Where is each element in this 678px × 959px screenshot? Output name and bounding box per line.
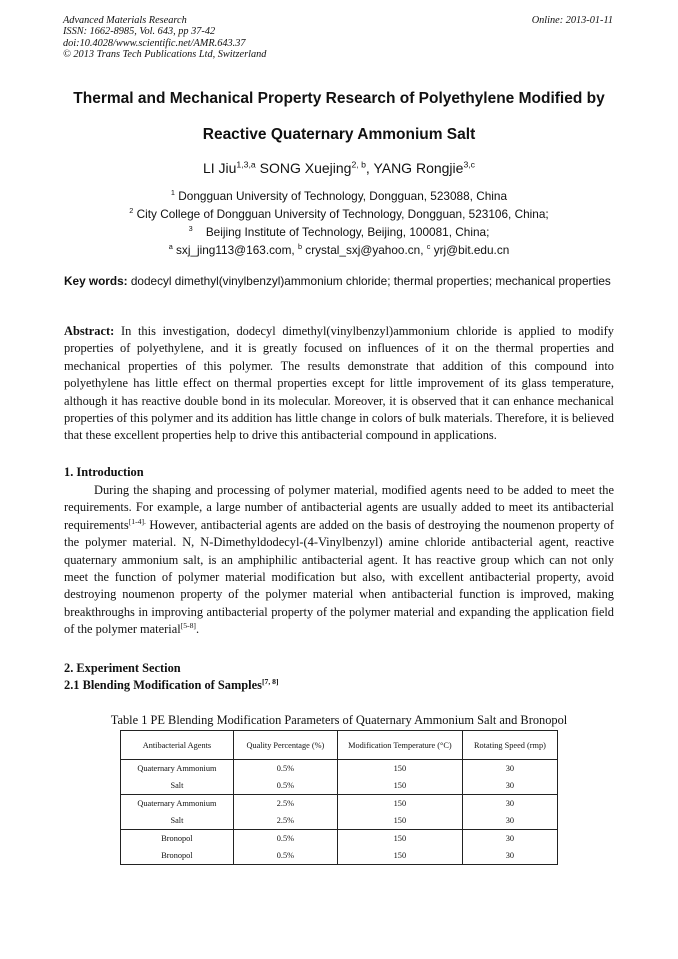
citation: [7, 8] [261,676,279,686]
table-row [121,830,558,848]
affiliation-text: Beijing Institute of Technology, Beijing, 100081, China; [192,225,490,239]
affiliation-mark: 3 [188,224,193,234]
email-address: crystal_sxj@yahoo.cn, [302,243,427,257]
table-cell: 0.5% [233,847,337,865]
table-caption: Table 1 PE Blending Modification Parameters of Quaternary Ammonium Salt and Bronopol [110,713,568,727]
affiliation-2 [40,207,638,221]
table-cell: 2.5% [233,812,337,830]
affiliation-mark: 1 [170,188,175,198]
table-cell: 150 [337,847,462,865]
affiliation-1 [40,189,638,203]
table-cell: 30 [462,847,557,865]
table-header-cell: Quality Percentage (%) [233,731,337,760]
table-cell: Quaternary Ammonium [121,795,234,813]
subsection-heading-blending [64,677,614,694]
abstract [64,323,614,445]
table-row [121,760,558,778]
issn-line: ISSN: 1662-8985, Vol. 643, pp 37-42 [63,26,216,38]
citation: [1-4]. [128,516,146,526]
journal-name: Advanced Materials Research [63,15,187,26]
table-row [121,795,558,813]
author-list [40,160,638,176]
author-affiliation-mark: 2, b [351,159,366,170]
table-cell: 0.5% [233,830,337,848]
email-mark: b [297,242,303,252]
author-name: SONG Xuejing [259,160,352,176]
email-address: sxj_jing113@163.com, [172,243,298,257]
table-cell: 0.5% [233,777,337,795]
table-cell: Salt [121,812,234,830]
table-header-row [121,731,558,760]
abstract-text: In this investigation, dodecyl dimethyl(vinylbenzyl)ammonium chloride is applied to modify properties of polyethylene, and it is greatly focused on influences of it on the thermal properties and mechanical properties of this polymer. The results demonstrate that addition of this compound into polyethylene has little effect on thermal properties except for little improvement of its glass temperature, although it has reactive double bond in its molecular. Moreover, it is observed that it can enhance mechanical properties of this polymer and its addition has little change in colors of bulk materials. Therefore, it is believed that these excellent properties help to drive this antibacterial compound in applications. [64,324,614,443]
paper-title-line-1: Thermal and Mechanical Property Research of Polyethylene Modified by [73,90,605,107]
affiliation-text: Dongguan University of Technology, Dongguan, 523088, China [174,189,508,203]
table-cell: 150 [337,777,462,795]
affiliation-3 [40,225,638,239]
table-cell: 30 [462,795,557,813]
email-address: yrj@bit.edu.cn [430,243,510,257]
author-affiliation-mark: 1,3,a [236,159,256,170]
introduction-paragraph [64,482,614,639]
author-affiliation-mark: 3,c [463,159,476,170]
table-cell: 150 [337,760,462,778]
table-cell: 30 [462,830,557,848]
keywords-text: dodecyl dimethyl(vinylbenzyl)ammonium chloride; thermal properties; mechanical properties [127,274,611,288]
paragraph-text: . [195,622,200,637]
keywords-label: Key words: [64,274,128,288]
email-mark: a [168,242,173,252]
subsection-title: 2.1 Blending Modification of Samples [64,678,262,692]
table-cell: 30 [462,812,557,830]
table-cell: Bronopol [121,830,234,848]
affiliation-mark: 2 [129,206,134,216]
table-cell: 30 [462,777,557,795]
table-header-cell: Rotating Speed (rmp) [462,731,557,760]
journal-header [63,15,266,61]
keywords [64,273,614,290]
online-date: Online: 2013-01-11 [531,15,613,26]
table-row [121,847,558,865]
copyright-line: © 2013 Trans Tech Publications Ltd, Switzerland [63,49,267,61]
abstract-label: Abstract: [64,324,115,338]
citation: [5-8] [180,621,196,631]
table-cell: 0.5% [233,760,337,778]
author-name: YANG Rongjie [373,160,464,176]
table-cell: Salt [121,777,234,795]
email-line [40,243,638,257]
doi-line: doi:10.4028/www.scientific.net/AMR.643.37 [63,37,246,49]
parameters-table [120,730,558,865]
table-header-cell: Modification Temperature (°C) [337,731,462,760]
section-heading-introduction: 1. Introduction [64,465,144,479]
table-cell: 2.5% [233,795,337,813]
table-cell: 150 [337,812,462,830]
paper-title-line-2: Reactive Quaternary Ammonium Salt [202,126,476,143]
table-cell: 30 [462,760,557,778]
table-cell: Quaternary Ammonium [121,760,234,778]
section-heading-experiment: 2. Experiment Section [64,661,181,675]
table-header-cell: Antibacterial Agents [121,731,234,760]
author-separator: , [365,160,374,176]
paragraph-text: However, antibacterial agents are added on the basis of destroying the noumenon property of the polymer material. N, N-Dimethyldodecyl-(4-Vinylbenzyl) amine chloride antibacterial agent, reactive quaternary ammonium salt, is an amphiphilic antibacterial agent. It has reactive group which can not only meet the function of polymer material modification but also, with excellent antibacterial property, avoid destroying noumenon property of the polymer material when antibacterial function is improved, making breakthroughs in improving antibacterial property of the polymer material and expanding the application field of the polymer material [64,517,614,637]
table-cell: 150 [337,830,462,848]
email-mark: c [426,242,431,252]
author-name: LI Jiu [202,160,237,176]
affiliation-text: City College of Dongguan University of Technology, Dongguan, 523106, China; [133,207,549,221]
table-cell: Bronopol [121,847,234,865]
table-cell: 150 [337,795,462,813]
paragraph-text: During the shaping and processing of polymer material, modified agents need to be added to meet the requirements. For example, a large number of antibacterial agents are usually added to meet its antibacterial requirements [64,483,614,532]
table-row [121,777,558,795]
table-row [121,812,558,830]
